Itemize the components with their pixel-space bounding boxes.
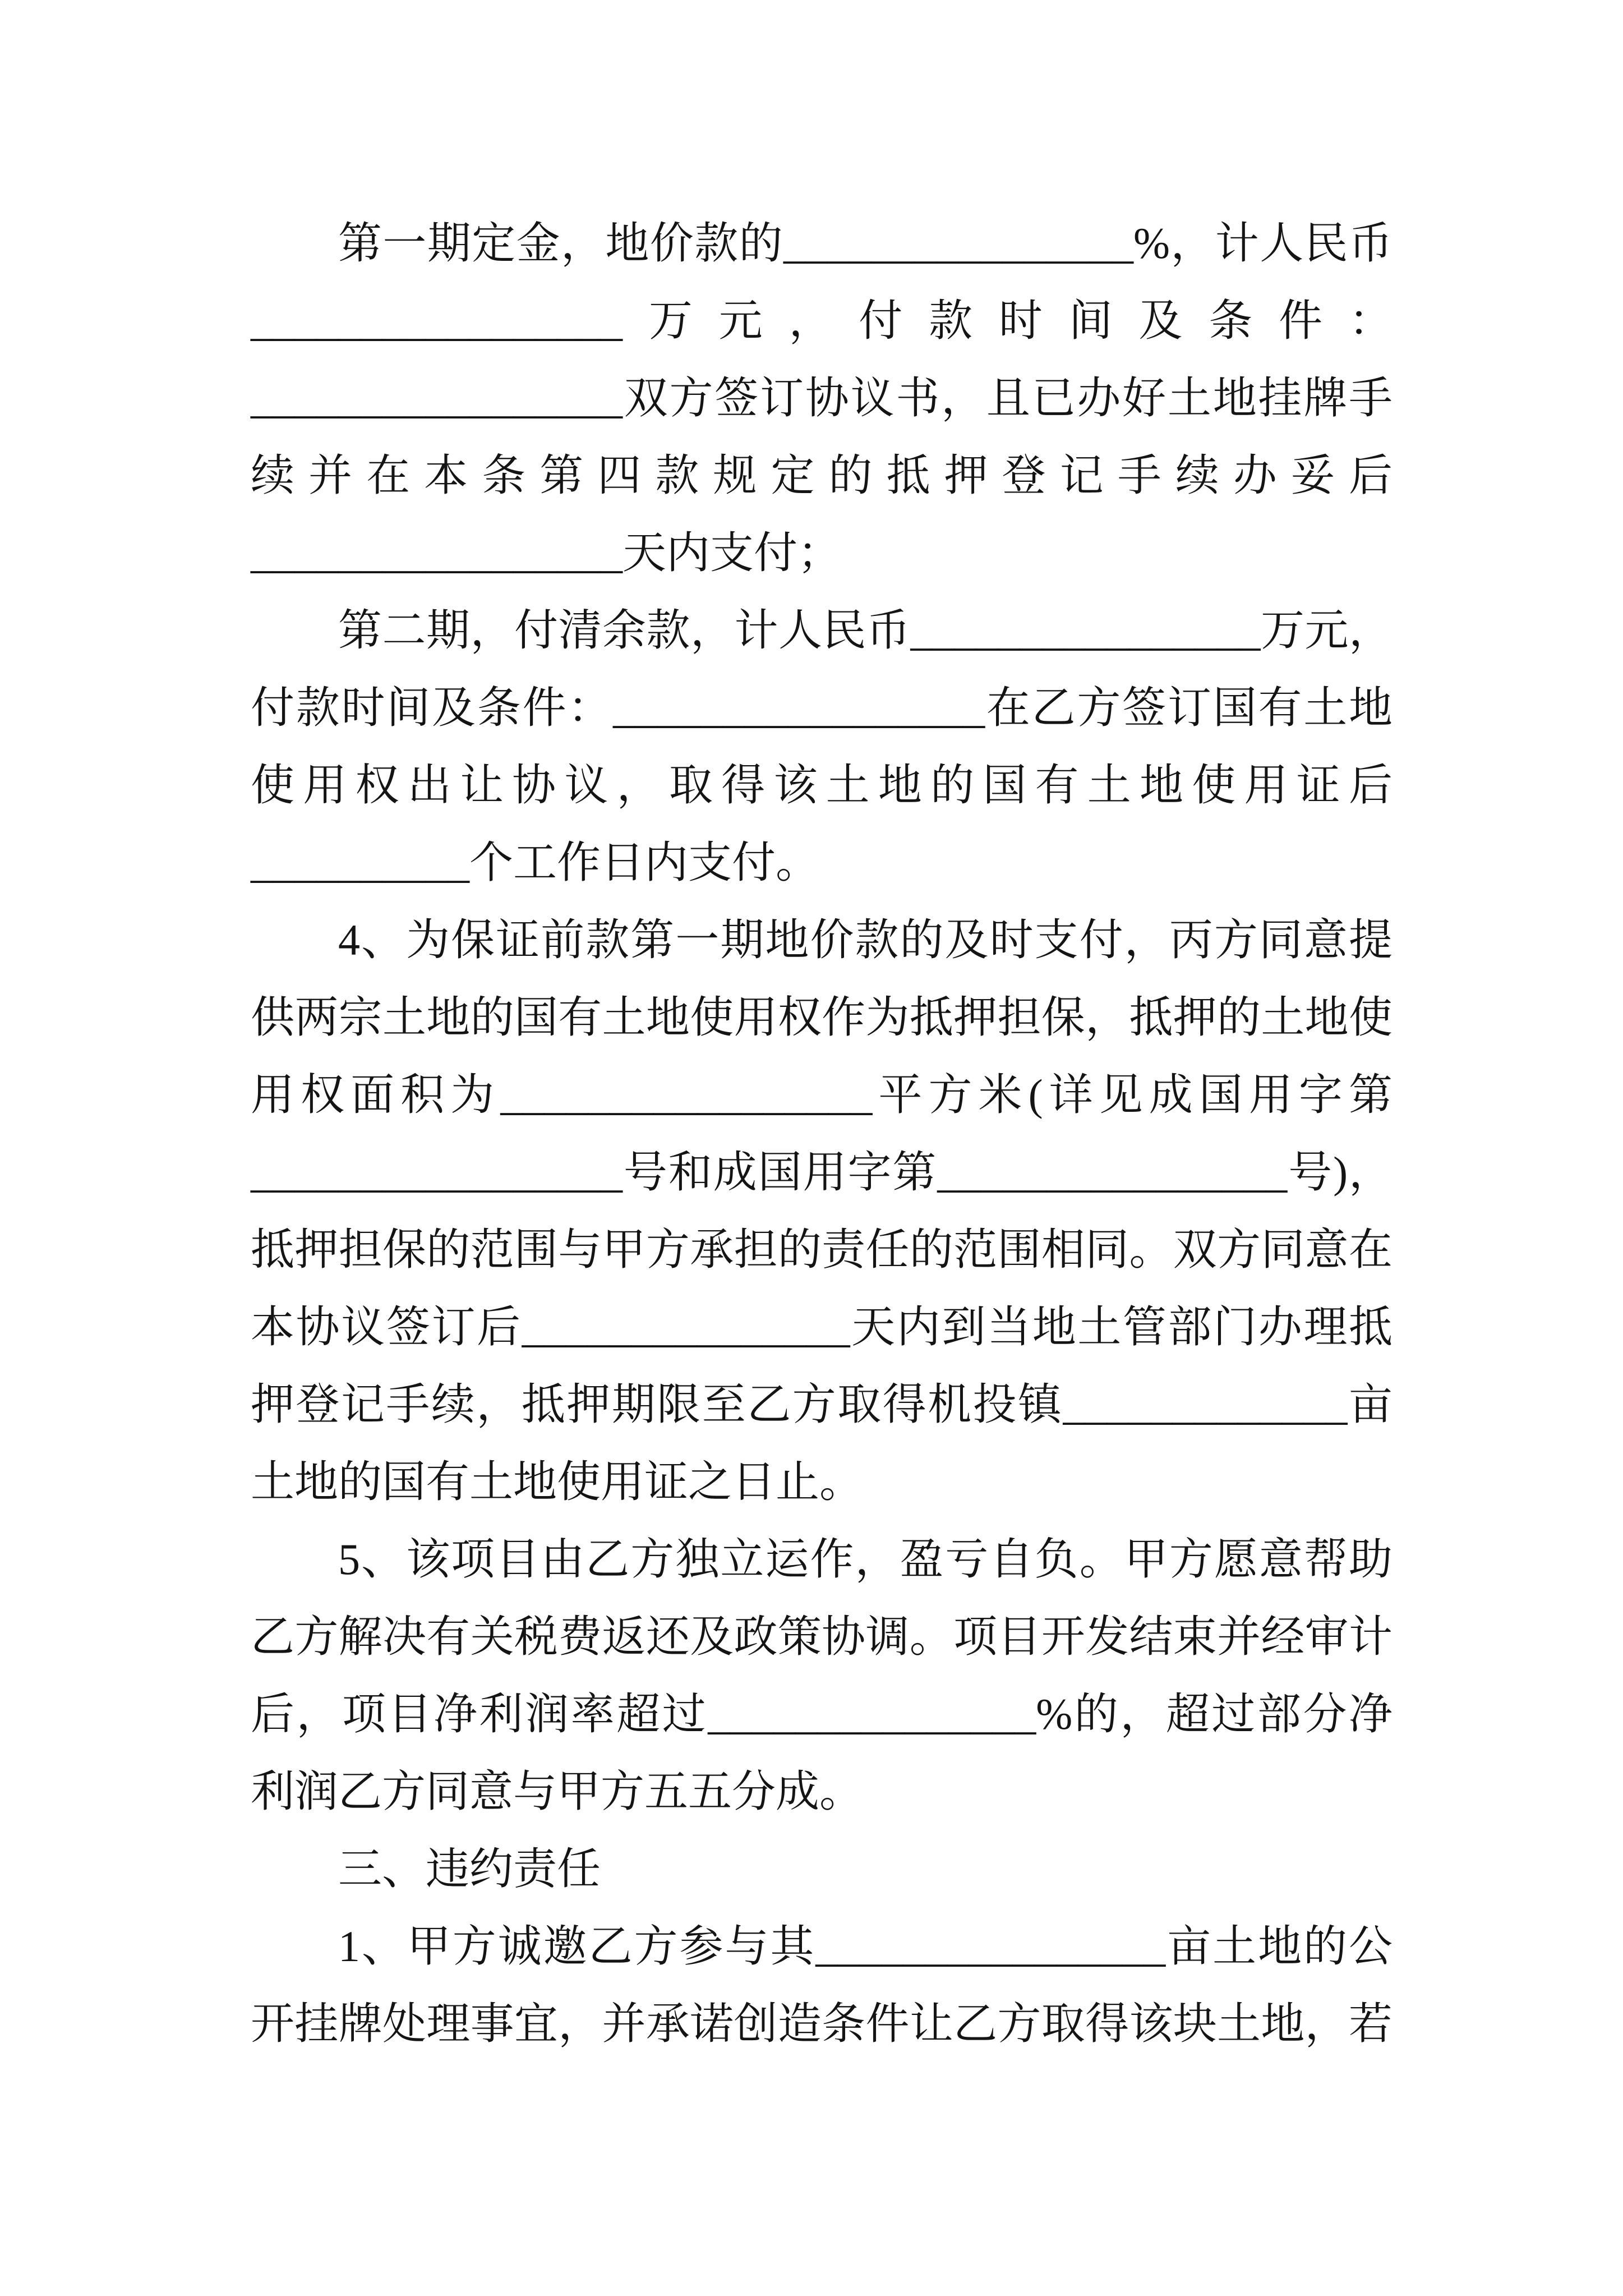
- text-line: _________________天内支付；: [251, 528, 842, 577]
- text-line: 5、该项目由乙方独立运作，盈亏自负。甲方愿意帮助: [338, 1535, 1393, 1584]
- text-line: _________________双方签订协议书，且已办好土地挂牌手: [251, 374, 1393, 422]
- paragraph-breach-clause-1: [251, 1908, 1393, 2063]
- text-line: 后，项目净利润率超过_______________%的，超过部分净: [251, 1690, 1393, 1738]
- document-body: [251, 205, 1393, 2063]
- text-line: 利润乙方同意与甲方五五分成。: [251, 1767, 864, 1816]
- text-line: __________个工作日内支付。: [251, 838, 820, 887]
- text-line: 土地的国有土地使用证之日止。: [251, 1457, 864, 1506]
- section-heading-breach-liability: [251, 1830, 1393, 1908]
- text-line: 本协议签订后_______________天内到当地土管部门办理抵: [251, 1303, 1393, 1351]
- text-line: _________________号和成国用字第________________号)，: [251, 1148, 1393, 1197]
- text-line: 4、为保证前款第一期地价款的及时支付，丙方同意提: [338, 915, 1393, 964]
- paragraph-second-installment: [251, 592, 1393, 901]
- paragraph-first-installment: [251, 205, 1393, 592]
- text-line: 用权面积为_________________平方米(详见成国用字第: [251, 1070, 1393, 1119]
- text-line: 第二期，付清余款，计人民币________________万元，: [338, 606, 1393, 655]
- text-line: 使用权出让协议，取得该土地的国有土地使用证后: [251, 761, 1393, 809]
- text-line: 押登记手续，抵押期限至乙方取得机投镇_____________亩: [251, 1380, 1393, 1429]
- paragraph-clause-4: [251, 901, 1393, 1521]
- text-line: 续并在本条第四款规定的抵押登记手续办妥后: [251, 451, 1393, 500]
- paragraph-clause-5: [251, 1521, 1393, 1830]
- text-line: 第一期定金，地价款的________________%，计人民币: [338, 219, 1393, 268]
- section-heading: 三、违约责任: [338, 1844, 601, 1893]
- text-line: 开挂牌处理事宜，并承诺创造条件让乙方取得该块土地，若: [251, 1999, 1393, 2048]
- text-line: _________________万元，付款时间及条件：: [251, 296, 1393, 345]
- text-line: 供两宗土地的国有土地使用权作为抵押担保，抵押的土地使: [251, 993, 1393, 1042]
- text-line: 付款时间及条件：_________________在乙方签订国有土地: [251, 683, 1393, 732]
- text-line: 乙方解决有关税费返还及政策协调。项目开发结束并经审计: [251, 1612, 1393, 1661]
- text-line: 1、甲方诚邀乙方参与其________________亩土地的公: [338, 1922, 1393, 1971]
- text-line: 抵押担保的范围与甲方承担的责任的范围相同。双方同意在: [251, 1225, 1393, 1274]
